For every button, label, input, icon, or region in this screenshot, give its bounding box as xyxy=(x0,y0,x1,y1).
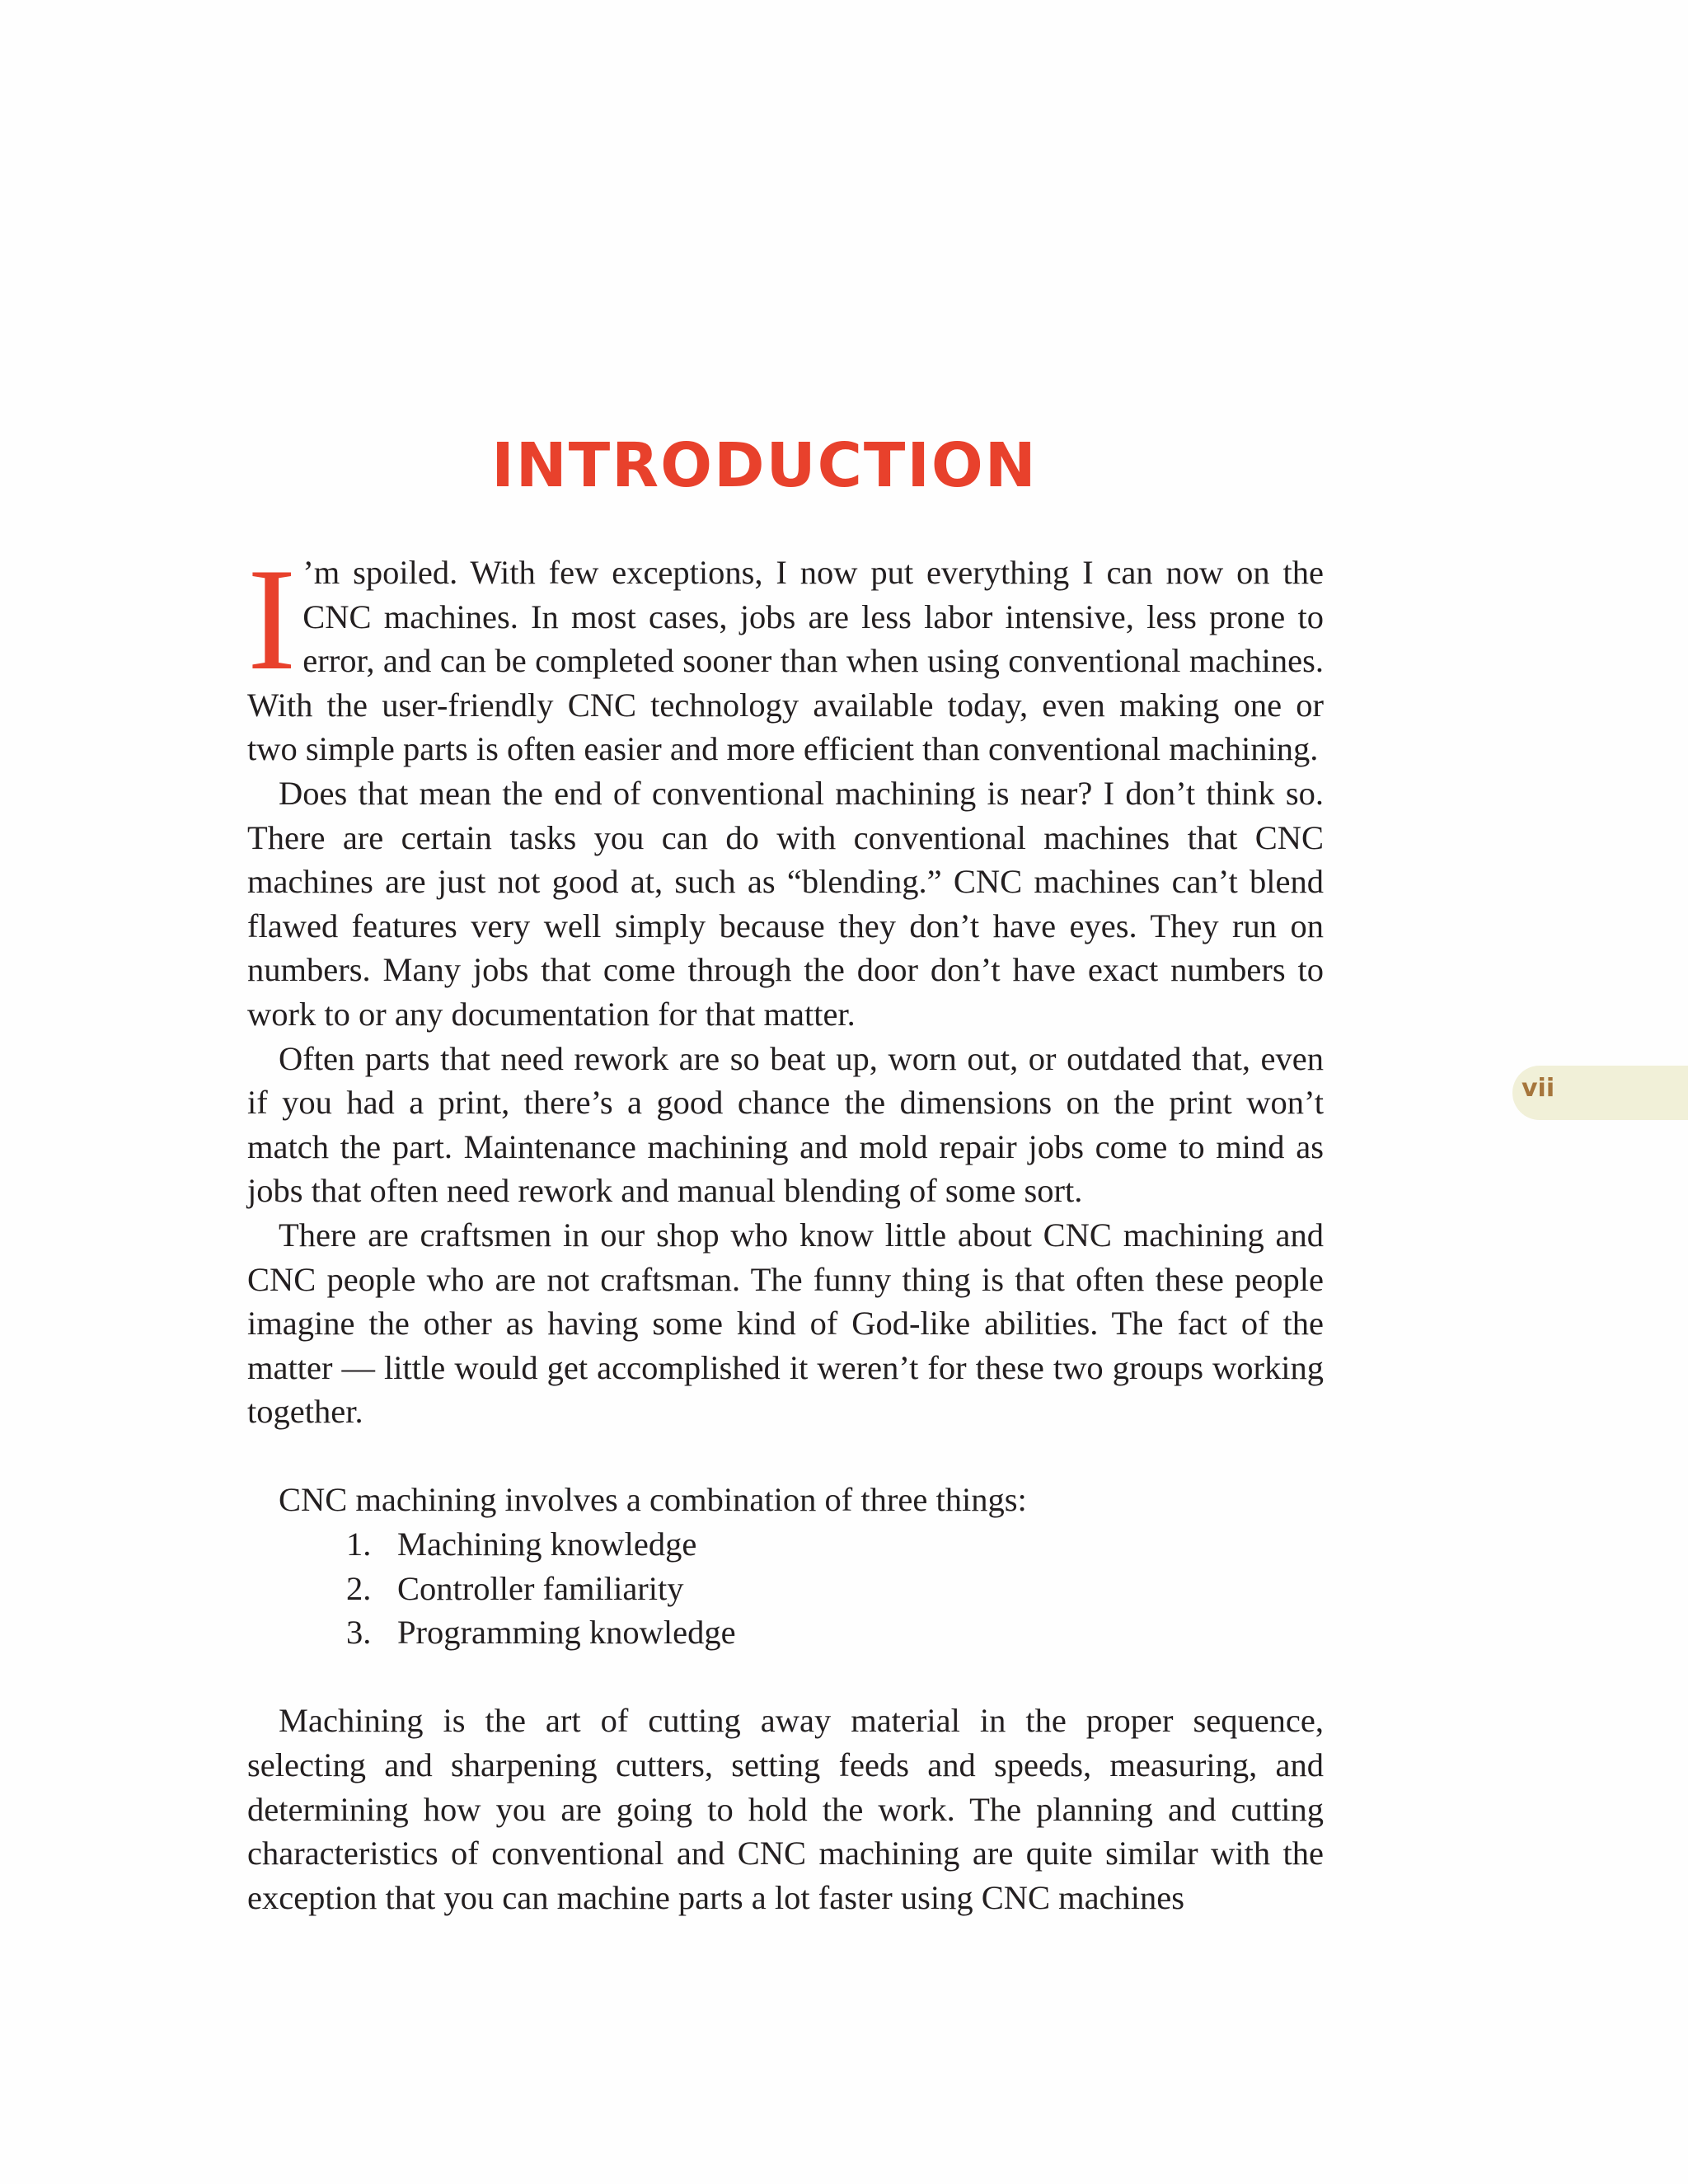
drop-cap: I xyxy=(247,537,297,701)
list-item-text: Programming knowledge xyxy=(397,1614,736,1652)
list-item-text: Controller familiarity xyxy=(397,1569,684,1607)
list-item-number: 2. xyxy=(346,1569,372,1607)
list-item xyxy=(346,1567,1324,1611)
chapter-title: INTRODUCTION xyxy=(491,430,1038,501)
paragraph-2: Does that mean the end of conventional machining is near? I don’t think so. There are certain tasks you can do with conventional machines that CNC machines are just not good at, such as “blending.” CNC machines can’t blend flawed features very well simply because they don’t have eyes. They run on numbers. Many jobs that come through the door don’t have exact numbers to work to or any documentation for that matter. xyxy=(247,774,1324,1033)
list-item-text: Machining knowledge xyxy=(397,1526,697,1563)
list-item-number: 1. xyxy=(346,1526,372,1563)
list-intro: CNC machining involves a combination of three things: xyxy=(279,1481,1027,1519)
paragraph-1 xyxy=(247,537,1324,771)
paragraph-1-text: ’m spoiled. With few exceptions, I now put everything I can now on the CNC machines. In most cases, jobs are less labor intensive, less prone to error, and can be completed sooner than when using conventional machines. With the user-friendly CNC technology available today, even making one or two simple parts is often easier and more efficient than conventional machining. xyxy=(247,554,1324,768)
body-text xyxy=(247,537,1324,1919)
paragraph-4: There are craftsmen in our shop who know little about CNC machining and CNC people who are not craftsman. The funny thing is that often these people imagine the other as having some kind of God-like abilities. The fact of the matter — little would get accomplished it weren’t for these two groups working together. xyxy=(247,1216,1324,1431)
paragraph-3: Often parts that need rework are so beat up, worn out, or outdated that, even if you had a print, there’s a good chance the dimensions on the print won’t match the part. Maintenance machining and mold repair jobs come to mind as jobs that often need rework and manual blending of some sort. xyxy=(247,1039,1324,1210)
page-number: vii xyxy=(1522,1074,1555,1103)
spacer xyxy=(247,1655,1324,1699)
paragraph-5: Machining is the art of cutting away material in the proper sequence, selecting and sharpening cutters, setting feeds and speeds, measuring, and determining how you are going to hold the work. The planning and cutting characteristics of conventional and CNC machining are quite similar with the exception that you can machine parts a lot faster using CNC machines xyxy=(247,1702,1324,1916)
list-item xyxy=(346,1610,1324,1655)
spacer xyxy=(247,1434,1324,1479)
numbered-list xyxy=(247,1522,1324,1655)
list-item xyxy=(346,1522,1324,1567)
list-item-number: 3. xyxy=(346,1614,372,1652)
